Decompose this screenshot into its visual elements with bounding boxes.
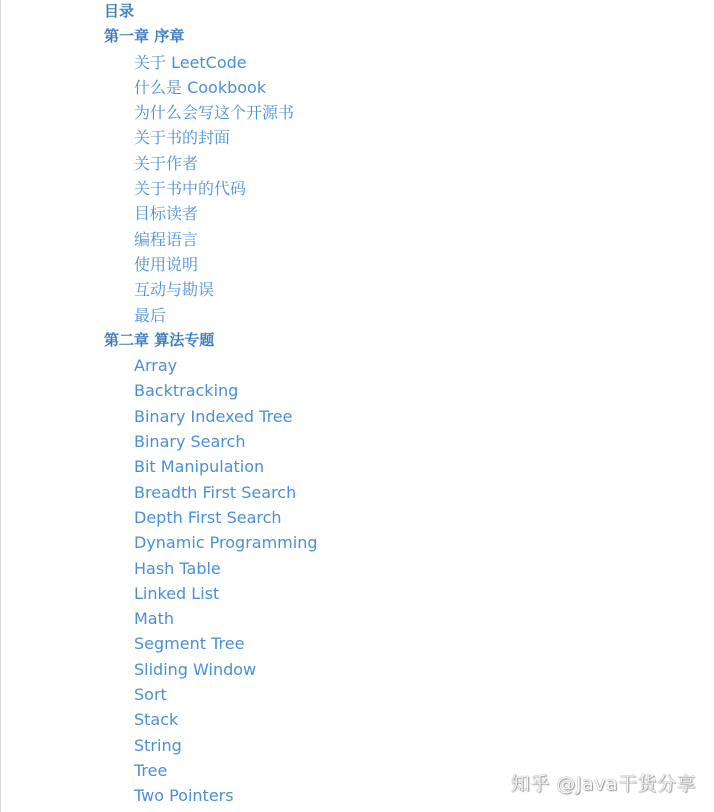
toc-item-sort[interactable]: Sort xyxy=(134,685,167,705)
toc-title[interactable]: 目录 xyxy=(104,2,135,20)
toc-item-usage-instructions[interactable]: 使用说明 xyxy=(134,254,199,274)
toc-item-what-is-cookbook[interactable]: 什么是 Cookbook xyxy=(134,77,267,97)
toc-item-bit-manipulation[interactable]: Bit Manipulation xyxy=(134,457,265,477)
toc-item-two-pointers[interactable]: Two Pointers xyxy=(134,786,234,806)
toc-item-tree[interactable]: Tree xyxy=(134,760,168,780)
table-of-contents xyxy=(104,0,704,809)
toc-item-segment-tree[interactable]: Segment Tree xyxy=(134,634,245,654)
toc-item-binary-indexed-tree[interactable]: Binary Indexed Tree xyxy=(134,406,293,426)
toc-item-programming-language[interactable]: 编程语言 xyxy=(134,229,199,249)
toc-item-sliding-window[interactable]: Sliding Window xyxy=(134,659,257,679)
toc-item-string[interactable]: String xyxy=(134,735,182,755)
toc-item-binary-search[interactable]: Binary Search xyxy=(134,432,246,452)
toc-item-about-leetcode[interactable]: 关于 LeetCode xyxy=(134,52,247,72)
page-left-border xyxy=(0,0,1,812)
toc-item-target-readers[interactable]: 目标读者 xyxy=(134,204,199,224)
zhihu-watermark: 知乎 @Java干货分享 xyxy=(510,773,696,795)
toc-item-dynamic-programming[interactable]: Dynamic Programming xyxy=(134,533,318,553)
toc-item-why-open-source-book[interactable]: 为什么会写这个开源书 xyxy=(134,103,295,123)
toc-item-about-cover[interactable]: 关于书的封面 xyxy=(134,128,231,148)
toc-item-depth-first-search[interactable]: Depth First Search xyxy=(134,507,282,527)
chapter-2-heading[interactable]: 第二章 算法专题 xyxy=(104,330,215,349)
toc-item-about-author[interactable]: 关于作者 xyxy=(134,153,199,173)
toc-item-linked-list[interactable]: Linked List xyxy=(134,583,220,603)
toc-item-finally[interactable]: 最后 xyxy=(134,305,167,325)
chapter-1-heading[interactable]: 第一章 序章 xyxy=(104,27,185,46)
toc-item-math[interactable]: Math xyxy=(134,609,175,629)
toc-item-array[interactable]: Array xyxy=(134,356,178,376)
toc-item-hash-table[interactable]: Hash Table xyxy=(134,558,221,578)
toc-item-breadth-first-search[interactable]: Breadth First Search xyxy=(134,482,297,502)
toc-item-backtracking[interactable]: Backtracking xyxy=(134,381,239,401)
toc-item-about-code[interactable]: 关于书中的代码 xyxy=(134,179,247,199)
toc-item-interaction-errata[interactable]: 互动与勘误 xyxy=(134,280,215,300)
toc-item-stack[interactable]: Stack xyxy=(134,710,179,730)
